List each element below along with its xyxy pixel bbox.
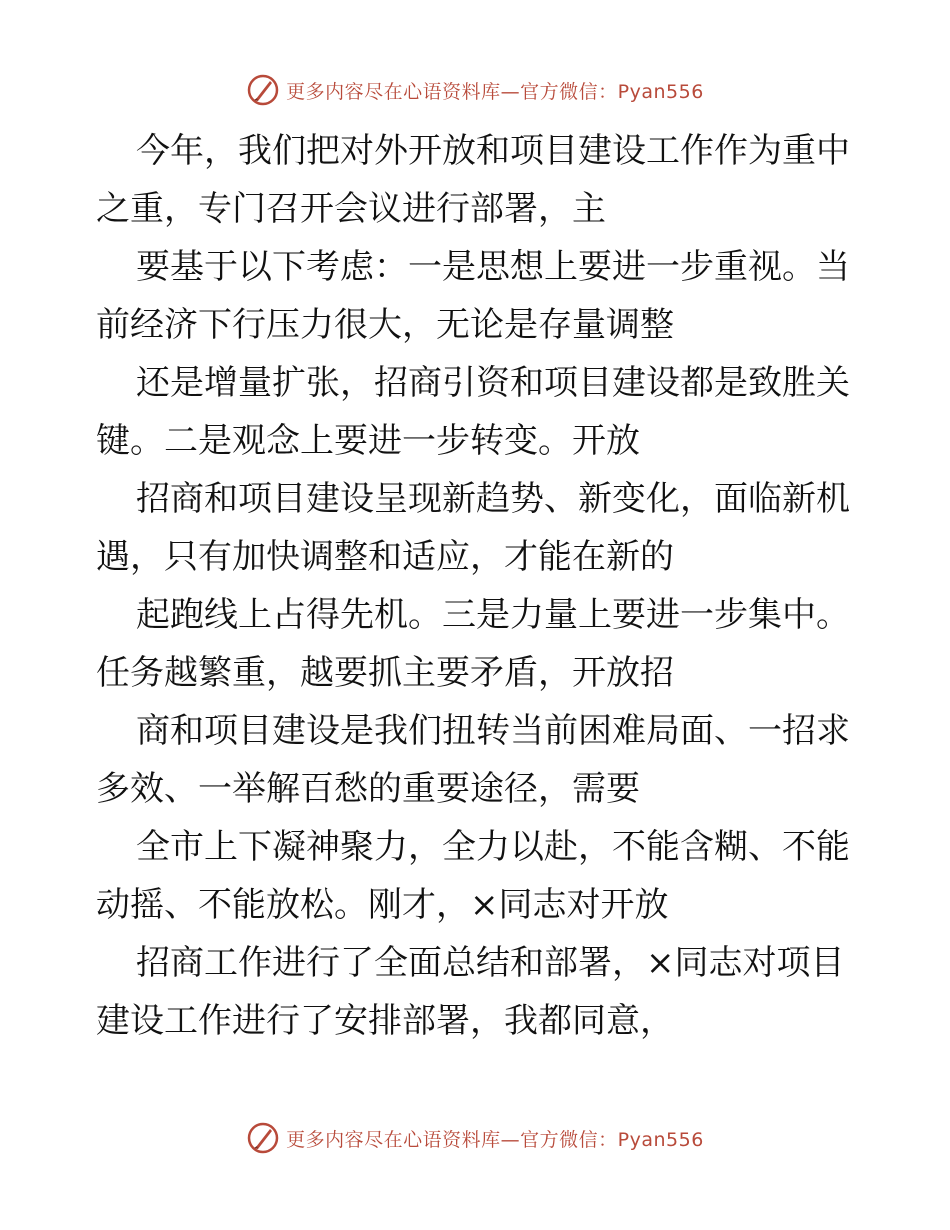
document-body xyxy=(96,122,866,1050)
paragraph-2: 要基于以下考虑：一是思想上要进一步重视。当前经济下行压力很大，无论是存量调整 xyxy=(96,247,850,345)
paragraph-4: 招商和项目建设呈现新趋势、新变化，面临新机遇，只有加快调整和适应，才能在新的 xyxy=(96,479,850,577)
paragraph-5: 起跑线上占得先机。三是力量上要进一步集中。任务越繁重，越要抓主要矛盾，开放招 xyxy=(96,595,850,693)
quill-pen-logo-icon xyxy=(246,73,280,107)
paragraph-8: 招商工作进行了全面总结和部署，×同志对项目建设工作进行了安排部署，我都同意， xyxy=(96,943,845,1041)
paragraph-7: 全市上下凝神聚力，全力以赴，不能含糊、不能动摇、不能放松。刚才，×同志对开放 xyxy=(96,827,850,925)
paragraph-6: 商和项目建设是我们扭转当前困难局面、一招求多效、一举解百愁的重要途径，需要 xyxy=(96,711,850,809)
paragraph-3: 还是增量扩张，招商引资和项目建设都是致胜关键。二是观念上要进一步转变。开放 xyxy=(96,363,850,461)
footer-watermark xyxy=(0,1118,950,1158)
paragraph-1: 今年，我们把对外开放和项目建设工作作为重中之重，专门召开会议进行部署，主 xyxy=(96,131,850,229)
quill-pen-logo-icon xyxy=(246,1121,280,1155)
header-watermark xyxy=(0,70,950,110)
watermark-text: 更多内容尽在心语资料库—官方微信：Pyan556 xyxy=(286,80,704,103)
watermark-text: 更多内容尽在心语资料库—官方微信：Pyan556 xyxy=(286,1128,704,1151)
